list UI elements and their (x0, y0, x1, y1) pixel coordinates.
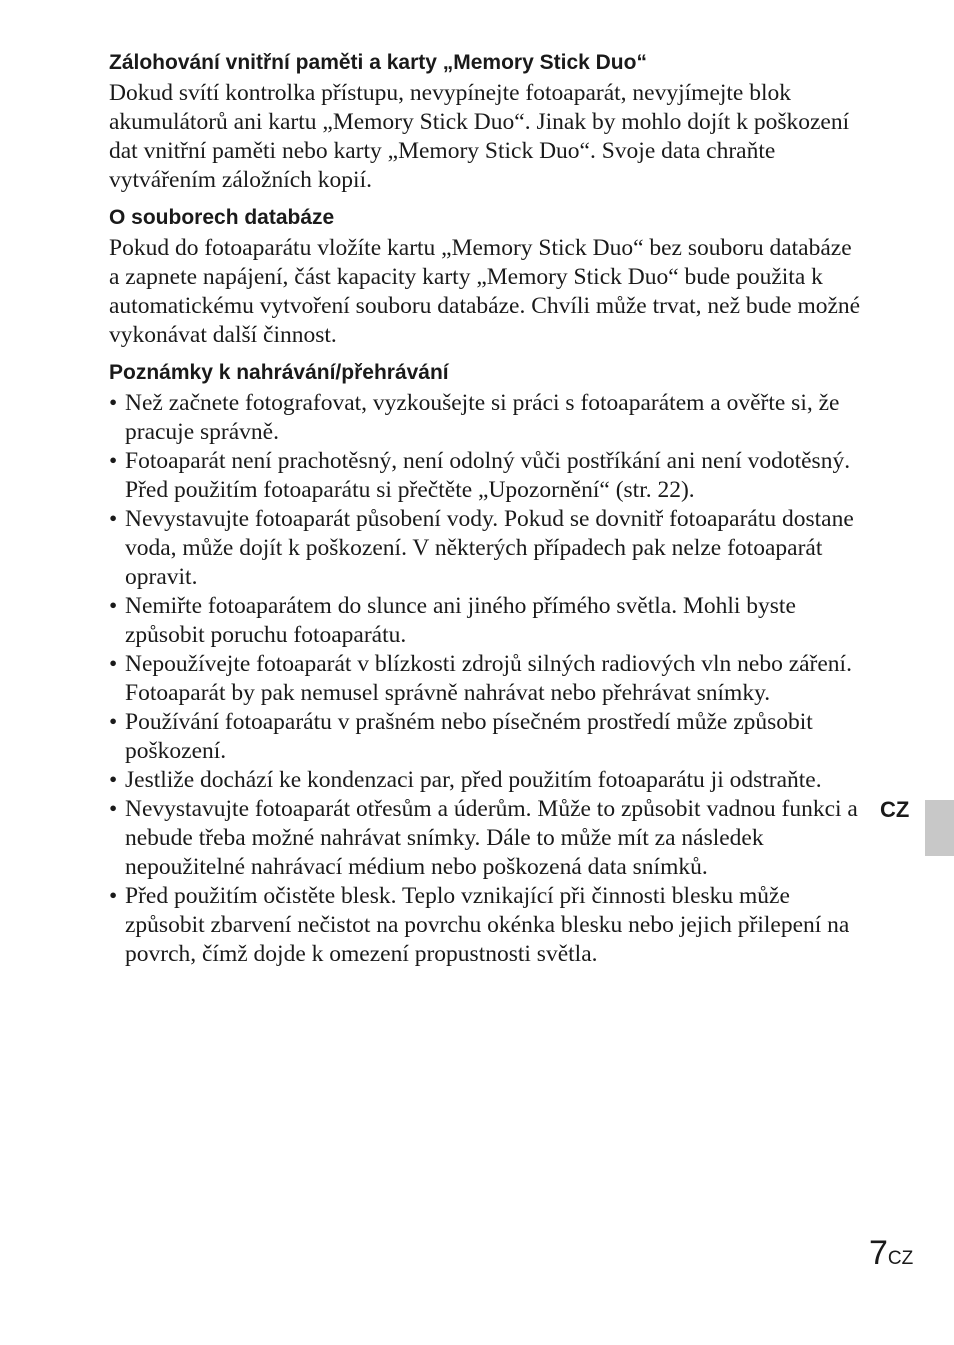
list-item-text: Používání fotoaparátu v prašném nebo písečném prostředí může způsobit poškození. (125, 709, 813, 764)
list-item-text: Před použitím očistěte blesk. Teplo vznikající při činnosti blesku může způsobit zbarvení nečistot na povrchu okénka blesku nebo jejich přilepení na povrch, čímž dojde k omezení propustnosti světla. (125, 883, 850, 967)
language-label: CZ (880, 797, 910, 822)
bullet: • (109, 709, 118, 735)
list-item (109, 708, 861, 766)
list-item (109, 882, 861, 969)
list-item-text: Jestliže dochází ke kondenzaci par, před použitím fotoaparátu ji odstraňte. (125, 767, 822, 793)
bullet: • (109, 593, 118, 619)
bullet: • (109, 448, 118, 474)
section-heading-backup: Zálohování vnitřní paměti a karty „Memory Stick Duo“ (109, 51, 647, 74)
section-heading-notes: Poznámky k nahrávání/přehrávání (109, 361, 449, 384)
list-item (109, 650, 861, 708)
list-item (109, 766, 861, 795)
list-item-text: Nevystavujte fotoaparát otřesům a úderům. Může to způsobit vadnou funkci a nebude třeba možné nahrávat snímky. Dále to může mít za následek nepoužitelné nahrávací médium nebo poškozená data snímků. (125, 796, 858, 880)
section-heading-database: O souborech databáze (109, 206, 335, 229)
list-item (109, 389, 861, 447)
page-number-suffix: CZ (887, 1248, 914, 1269)
list-item (109, 447, 861, 505)
bullet: • (109, 651, 118, 677)
list-item-text: Fotoaparát není prachotěsný, není odolný vůči postříkání ani není vodotěsný. Před použitím fotoaparátu si přečtěte „Upozornění“ (str. 22). (125, 448, 851, 503)
page-number-value: 7 (869, 1234, 888, 1272)
bullet: • (109, 767, 118, 793)
list-item-text: Než začnete fotografovat, vyzkoušejte si práci s fotoaparátem a ověřte si, že pracuje správně. (125, 390, 840, 445)
list-item-text: Nevystavujte fotoaparát působení vody. Pokud se dovnitř fotoaparátu dostane voda, může dojít k poškození. V některých případech pak nelze fotoaparát opravit. (125, 506, 854, 590)
page-content (109, 50, 861, 969)
bullet: • (109, 506, 118, 532)
list-item (109, 795, 861, 882)
list-item-text: Nepoužívejte fotoaparát v blízkosti zdrojů silných radiových vln nebo záření. Fotoaparát by pak nemusel správně nahrávat nebo přehrávat snímky. (125, 651, 852, 706)
bullet: • (109, 883, 118, 909)
list-item (109, 505, 861, 592)
page-number (869, 1233, 913, 1273)
list-item-text: Nemiřte fotoaparátem do slunce ani jiného přímého světla. Mohli byste způsobit poruchu fotoaparátu. (125, 593, 796, 648)
notes-list (109, 389, 861, 969)
bullet: • (109, 796, 118, 822)
list-item (109, 592, 861, 650)
bullet: • (109, 390, 118, 416)
section-text-backup: Dokud svítí kontrolka přístupu, nevypínejte fotoaparát, nevyjímejte blok akumulátorů ani kartu „Memory Stick Duo“. Jinak by mohlo dojít k poškození dat vnitřní paměti nebo karty „Memory Stick Duo“. Svoje data chraňte vytvářením záložních kopií. (109, 80, 850, 193)
section-text-database: Pokud do fotoaparátu vložíte kartu „Memory Stick Duo“ bez souboru databáze a zapnete napájení, část kapacity karty „Memory Stick Duo“ bude použita k automatickému vytvoření souboru databáze. Chvíli může trvat, než bude možné vykonávat další činnost. (109, 235, 861, 348)
language-tab-marker (925, 800, 954, 856)
